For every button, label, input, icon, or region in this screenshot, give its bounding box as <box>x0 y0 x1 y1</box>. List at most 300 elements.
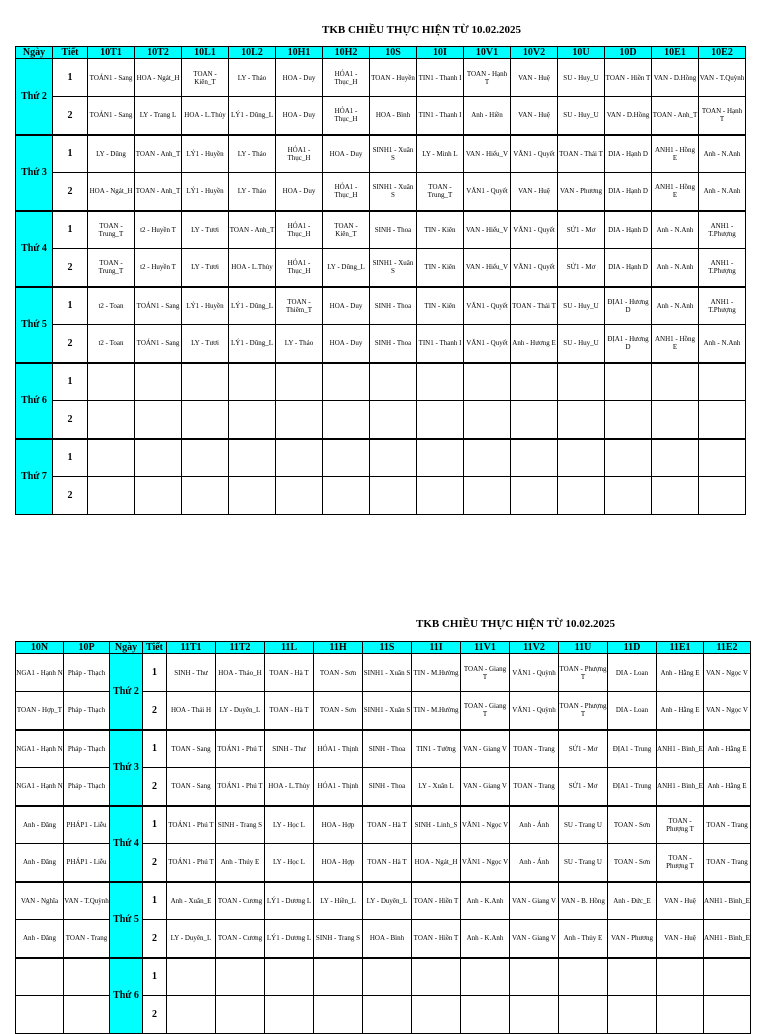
lesson-cell: ANH1 - Bình_E <box>704 882 751 920</box>
lesson-cell: TOAN - Sơn <box>314 654 363 692</box>
lesson-cell <box>511 477 558 515</box>
lesson-cell: VAN - Ngọc V <box>704 654 751 692</box>
lesson-cell: VĂN1 - Quỳnh <box>510 692 559 730</box>
lesson-cell: SINH - Thoa <box>363 768 412 806</box>
lesson-cell <box>558 401 605 439</box>
lesson-cell <box>699 363 746 401</box>
column-header: 11E2 <box>704 642 751 654</box>
lesson-cell: LY - Học L <box>265 844 314 882</box>
lesson-cell: LÝ1 - Dũng_L <box>229 325 276 363</box>
lesson-cell: SỬ1 - Mơ <box>559 730 608 768</box>
lesson-cell: ANH1 - Hồng E <box>652 173 699 211</box>
lesson-cell: LY - Duyên_L <box>216 692 265 730</box>
lesson-cell: SINH1 - Xuân S <box>370 135 417 173</box>
lesson-cell: TOAN - Giang T <box>461 654 510 692</box>
lesson-cell: TOÁN1 - Sang <box>88 59 135 97</box>
lesson-cell: VĂN1 - Quyết <box>511 211 558 249</box>
lesson-cell: LY - Thảo <box>276 325 323 363</box>
lesson-cell: LÝ1 - Dũng_L <box>229 97 276 135</box>
lesson-cell <box>182 477 229 515</box>
lesson-cell: ANH1 - T.Phượng <box>699 249 746 287</box>
lesson-cell: SINH - Thoa <box>370 325 417 363</box>
lesson-cell <box>652 363 699 401</box>
lesson-cell: HOA - Ngát_H <box>412 844 461 882</box>
lesson-cell <box>323 477 370 515</box>
lesson-cell: DIA - Hạnh D <box>605 211 652 249</box>
lesson-cell: VĂN1 - Quyết <box>464 287 511 325</box>
lesson-cell: TOAN - Hạnh T <box>699 97 746 135</box>
lesson-cell: SINH - Trang S <box>216 806 265 844</box>
lesson-cell: PHÁP1 - Liễu <box>64 844 110 882</box>
lesson-cell <box>461 958 510 996</box>
lesson-cell: Anh - N.Anh <box>652 287 699 325</box>
column-header: 11T2 <box>216 642 265 654</box>
lesson-cell <box>64 996 110 1034</box>
lesson-cell: LY - Dũng_L <box>323 249 370 287</box>
lesson-cell: SINH - Thư <box>265 730 314 768</box>
lesson-cell: VAN - D.Hồng <box>605 97 652 135</box>
lesson-cell <box>699 477 746 515</box>
lesson-cell: ĐỊA1 - Hương D <box>605 325 652 363</box>
column-header: 10T1 <box>88 47 135 59</box>
lesson-cell: VAN - Giang V <box>461 730 510 768</box>
lesson-cell: Anh - N.Anh <box>699 325 746 363</box>
column-header: 10H1 <box>276 47 323 59</box>
lesson-cell <box>417 477 464 515</box>
lesson-cell <box>608 996 657 1034</box>
lesson-cell: SU - Huy_U <box>558 325 605 363</box>
lesson-cell: TOÁN1 - Phú T <box>216 768 265 806</box>
lesson-cell: HOA - Duy <box>323 325 370 363</box>
lesson-cell: HOA - Thái H <box>167 692 216 730</box>
lesson-cell: TOAN - Sơn <box>608 844 657 882</box>
column-header: Tiết <box>143 642 167 654</box>
lesson-cell: ANH1 - T.Phượng <box>699 287 746 325</box>
column-header: 10I <box>417 47 464 59</box>
schedule-table-1 <box>15 46 746 515</box>
lesson-cell <box>216 996 265 1034</box>
lesson-cell: TIN1 - Tường <box>412 730 461 768</box>
lesson-cell: LY - Duyên_L <box>167 920 216 958</box>
lesson-cell: TOAN - Sang <box>167 768 216 806</box>
header-row <box>16 642 751 654</box>
day-label: Thứ 3 <box>16 135 53 211</box>
lesson-cell: TIN - M.Hường <box>412 654 461 692</box>
lesson-cell <box>276 439 323 477</box>
lesson-cell <box>605 439 652 477</box>
lesson-cell: HOA - Ngát_H <box>135 59 182 97</box>
lesson-cell: Pháp - Thạch <box>64 654 110 692</box>
lesson-cell: TOAN - Trang <box>704 806 751 844</box>
lesson-cell: Anh - Đăng <box>16 920 64 958</box>
lesson-cell: Anh - K.Anh <box>461 920 510 958</box>
lesson-cell <box>314 958 363 996</box>
lesson-cell <box>314 996 363 1034</box>
lesson-cell: SINH - Thoa <box>370 211 417 249</box>
period-number: 1 <box>53 287 88 325</box>
lesson-cell <box>652 477 699 515</box>
lesson-cell: DIA - Loan <box>608 692 657 730</box>
lesson-cell: HÓA1 - Thục_H <box>323 173 370 211</box>
schedule-title-2: TKB CHIỀU THỰC HIỆN TỪ 10.02.2025 <box>416 618 615 630</box>
lesson-cell: TOAN - Trang <box>510 768 559 806</box>
lesson-cell <box>511 439 558 477</box>
header-row <box>16 47 746 59</box>
lesson-cell <box>608 958 657 996</box>
lesson-cell: TOAN - Phượng T <box>559 654 608 692</box>
lesson-cell <box>417 401 464 439</box>
lesson-cell: Anh - Thủy E <box>559 920 608 958</box>
lesson-cell: t2 - Huyền T <box>135 249 182 287</box>
column-header: 10V1 <box>464 47 511 59</box>
lesson-cell <box>167 996 216 1034</box>
lesson-cell: t2 - Toan <box>88 325 135 363</box>
lesson-cell: HÓA1 - Thục_H <box>323 59 370 97</box>
lesson-cell <box>135 477 182 515</box>
lesson-cell <box>135 401 182 439</box>
lesson-cell: SỬ1 - Mơ <box>559 768 608 806</box>
lesson-cell: TOAN - Trang <box>510 730 559 768</box>
lesson-cell: VAN - Huệ <box>511 173 558 211</box>
lesson-cell: TOAN - Hà T <box>265 692 314 730</box>
lesson-cell: Pháp - Thạch <box>64 768 110 806</box>
lesson-cell: Anh - Hằng E <box>657 654 704 692</box>
lesson-cell: TOAN - Hiền T <box>605 59 652 97</box>
table-row <box>16 654 751 692</box>
column-header: 10E1 <box>652 47 699 59</box>
lesson-cell: TOÁN1 - Phú T <box>167 844 216 882</box>
column-header: 10H2 <box>323 47 370 59</box>
lesson-cell <box>276 363 323 401</box>
lesson-cell <box>135 439 182 477</box>
lesson-cell <box>559 958 608 996</box>
lesson-cell <box>510 958 559 996</box>
lesson-cell: HOA - Duy <box>276 97 323 135</box>
lesson-cell <box>511 363 558 401</box>
lesson-cell: LÝ1 - Huyền <box>182 135 229 173</box>
lesson-cell: ANH1 - Bình_E <box>657 768 704 806</box>
lesson-cell: Anh - Hương E <box>511 325 558 363</box>
lesson-cell: TOAN - Phượng T <box>559 692 608 730</box>
lesson-cell <box>652 439 699 477</box>
lesson-cell: HÓA1 - Thịnh <box>314 768 363 806</box>
lesson-cell <box>182 363 229 401</box>
lesson-cell: HOA - L.Thủy <box>265 768 314 806</box>
lesson-cell: LY - Tươi <box>182 325 229 363</box>
lesson-cell: ANH1 - Bình_E <box>657 730 704 768</box>
table-row <box>16 477 746 515</box>
lesson-cell <box>16 996 64 1034</box>
lesson-cell: TOAN - Anh_T <box>135 135 182 173</box>
lesson-cell <box>135 363 182 401</box>
lesson-cell: Pháp - Thạch <box>64 730 110 768</box>
period-number: 2 <box>53 249 88 287</box>
lesson-cell <box>229 363 276 401</box>
lesson-cell: Anh - N.Anh <box>652 211 699 249</box>
day-label: Thứ 6 <box>110 958 143 1034</box>
lesson-cell: Anh - N.Anh <box>699 135 746 173</box>
lesson-cell <box>464 363 511 401</box>
lesson-cell: HOA - Hợp <box>314 806 363 844</box>
lesson-cell: Anh - Hằng E <box>704 768 751 806</box>
table-row <box>16 211 746 249</box>
lesson-cell: Anh - K.Anh <box>461 882 510 920</box>
lesson-cell <box>229 439 276 477</box>
lesson-cell: HOA - Bình <box>370 97 417 135</box>
column-header: 11V1 <box>461 642 510 654</box>
column-header: 11D <box>608 642 657 654</box>
lesson-cell: TIN1 - Thanh I <box>417 97 464 135</box>
lesson-cell <box>417 363 464 401</box>
lesson-cell: SINH1 - Xuân S <box>363 692 412 730</box>
lesson-cell: HOA - Duy <box>323 287 370 325</box>
lesson-cell: VĂN1 - Ngọc V <box>461 806 510 844</box>
lesson-cell <box>605 363 652 401</box>
lesson-cell: VĂN1 - Quyết <box>464 173 511 211</box>
column-header: 10D <box>605 47 652 59</box>
column-header: 10N <box>16 642 64 654</box>
lesson-cell <box>64 958 110 996</box>
period-number: 1 <box>143 806 167 844</box>
lesson-cell <box>699 401 746 439</box>
day-label: Thứ 5 <box>16 287 53 363</box>
lesson-cell: TOAN - Hà T <box>363 806 412 844</box>
lesson-cell: TOAN - Trung_T <box>417 173 464 211</box>
lesson-cell <box>412 996 461 1034</box>
lesson-cell: SINH1 - Xuân S <box>370 173 417 211</box>
lesson-cell <box>182 401 229 439</box>
day-label: Thứ 3 <box>110 730 143 806</box>
table-row <box>16 882 751 920</box>
period-number: 2 <box>143 920 167 958</box>
lesson-cell: VAN - Huệ <box>511 59 558 97</box>
lesson-cell: SINH - Trang S <box>314 920 363 958</box>
lesson-cell: HOA - Duy <box>323 135 370 173</box>
lesson-cell: SINH - Thoa <box>363 730 412 768</box>
lesson-cell: HÓA1 - Thục_H <box>323 97 370 135</box>
lesson-cell: Anh - Hằng E <box>657 692 704 730</box>
lesson-cell: LY - Duyên_L <box>363 882 412 920</box>
lesson-cell: SU - Trang U <box>559 806 608 844</box>
lesson-cell: TOAN - Huyền <box>370 59 417 97</box>
lesson-cell: TOÁN1 - Sang <box>88 97 135 135</box>
lesson-cell <box>16 958 64 996</box>
period-number: 2 <box>53 477 88 515</box>
lesson-cell: SỬ1 - Mơ <box>558 249 605 287</box>
lesson-cell: TOAN - Thái T <box>558 135 605 173</box>
lesson-cell: VAN - D.Hồng <box>652 59 699 97</box>
lesson-cell: HOA - Bình <box>363 920 412 958</box>
lesson-cell <box>511 401 558 439</box>
lesson-cell: TOAN - Anh_T <box>135 173 182 211</box>
lesson-cell: ĐỊA1 - Trung <box>608 768 657 806</box>
lesson-cell: ĐỊA1 - Trung <box>608 730 657 768</box>
lesson-cell: VAN - Giang V <box>461 768 510 806</box>
lesson-cell: SINH1 - Xuân S <box>363 654 412 692</box>
table-row <box>16 325 746 363</box>
lesson-cell <box>88 439 135 477</box>
lesson-cell: VAN - Hiếu_V <box>464 135 511 173</box>
lesson-cell: ANH1 - Hồng E <box>652 135 699 173</box>
lesson-cell: VAN - Phương <box>558 173 605 211</box>
column-header: 11T1 <box>167 642 216 654</box>
period-number: 1 <box>53 439 88 477</box>
period-number: 2 <box>143 692 167 730</box>
lesson-cell: Pháp - Thạch <box>64 692 110 730</box>
lesson-cell <box>370 477 417 515</box>
period-number: 2 <box>143 768 167 806</box>
lesson-cell: TIN1 - Thanh I <box>417 59 464 97</box>
lesson-cell: TOÁN1 - Phú T <box>167 806 216 844</box>
lesson-cell: SINH1 - Xuân S <box>370 249 417 287</box>
lesson-cell <box>412 958 461 996</box>
lesson-cell: DIA - Loan <box>608 654 657 692</box>
column-header: 11U <box>559 642 608 654</box>
lesson-cell: Anh - Hằng E <box>704 730 751 768</box>
lesson-cell <box>605 401 652 439</box>
lesson-cell: LY - Thảo <box>229 135 276 173</box>
lesson-cell: LY - Hiền_L <box>314 882 363 920</box>
day-label: Thứ 2 <box>110 654 143 730</box>
table-row <box>16 439 746 477</box>
column-header: 10P <box>64 642 110 654</box>
lesson-cell <box>558 477 605 515</box>
table-row <box>16 730 751 768</box>
period-number: 2 <box>53 401 88 439</box>
lesson-cell: SU - Huy_U <box>558 97 605 135</box>
lesson-cell: Anh - Xuân_E <box>167 882 216 920</box>
lesson-cell: VĂN1 - Quyết <box>511 135 558 173</box>
column-header: 10S <box>370 47 417 59</box>
lesson-cell <box>265 996 314 1034</box>
period-number: 1 <box>53 59 88 97</box>
lesson-cell: TOAN - Cương <box>216 920 265 958</box>
lesson-cell: Anh - Ánh <box>510 844 559 882</box>
lesson-cell <box>464 477 511 515</box>
column-header: 10L1 <box>182 47 229 59</box>
lesson-cell: t2 - Huyền T <box>135 211 182 249</box>
lesson-cell: VĂN1 - Ngọc V <box>461 844 510 882</box>
lesson-cell: DIA - Hạnh D <box>605 135 652 173</box>
table-row <box>16 401 746 439</box>
lesson-cell: TOÁN1 - Sang <box>135 287 182 325</box>
lesson-cell: VAN - Phương <box>608 920 657 958</box>
lesson-cell <box>229 401 276 439</box>
lesson-cell: LÝ1 - Huyền <box>182 173 229 211</box>
lesson-cell: VAN - B. Hồng <box>559 882 608 920</box>
lesson-cell: TOAN - Anh_T <box>652 97 699 135</box>
period-number: 1 <box>53 363 88 401</box>
lesson-cell: ĐỊA1 - Hương D <box>605 287 652 325</box>
lesson-cell <box>704 958 751 996</box>
lesson-cell: HOA - Hợp <box>314 844 363 882</box>
period-number: 2 <box>143 996 167 1034</box>
lesson-cell: Anh - N.Anh <box>699 173 746 211</box>
period-number: 2 <box>53 325 88 363</box>
period-number: 1 <box>143 730 167 768</box>
column-header: 10E2 <box>699 47 746 59</box>
lesson-cell: TIN - Kiên <box>417 287 464 325</box>
lesson-cell <box>182 439 229 477</box>
lesson-cell: HÓA1 - Thục_H <box>276 249 323 287</box>
lesson-cell: SU - Huy_U <box>558 287 605 325</box>
lesson-cell: VAN - Huệ <box>657 882 704 920</box>
lesson-cell: LÝ1 - Huyền <box>182 287 229 325</box>
lesson-cell: TOAN - Sơn <box>314 692 363 730</box>
lesson-cell: TOAN - Sơn <box>608 806 657 844</box>
lesson-cell <box>276 477 323 515</box>
column-header: 11L <box>265 642 314 654</box>
day-label: Thứ 4 <box>110 806 143 882</box>
lesson-cell <box>510 996 559 1034</box>
lesson-cell <box>323 401 370 439</box>
lesson-cell: HÓA1 - Thịnh <box>314 730 363 768</box>
lesson-cell: TOAN - Thái T <box>511 287 558 325</box>
lesson-cell: TOAN - Hà T <box>363 844 412 882</box>
lesson-cell: TOAN - Anh_T <box>229 211 276 249</box>
lesson-cell <box>167 958 216 996</box>
lesson-cell: TOAN - Cương <box>216 882 265 920</box>
lesson-cell: LY - Trang L <box>135 97 182 135</box>
period-number: 1 <box>53 135 88 173</box>
lesson-cell: Anh - Đức_E <box>608 882 657 920</box>
lesson-cell: VAN - Hiếu_V <box>464 249 511 287</box>
column-header: 11V2 <box>510 642 559 654</box>
lesson-cell: TOAN - Giang T <box>461 692 510 730</box>
lesson-cell <box>605 477 652 515</box>
lesson-cell: TOAN - Trung_T <box>88 249 135 287</box>
lesson-cell: TIN - Kiên <box>417 211 464 249</box>
lesson-cell: TOAN - Trang <box>64 920 110 958</box>
lesson-cell <box>323 439 370 477</box>
table-row <box>16 249 746 287</box>
day-label: Thứ 2 <box>16 59 53 135</box>
column-header: Tiết <box>53 47 88 59</box>
lesson-cell: NGA1 - Hạnh N <box>16 730 64 768</box>
lesson-cell <box>464 439 511 477</box>
column-header: 11I <box>412 642 461 654</box>
lesson-cell <box>370 401 417 439</box>
table-row <box>16 958 751 996</box>
period-number: 1 <box>143 958 167 996</box>
lesson-cell: TOAN - Trung_T <box>88 211 135 249</box>
lesson-cell: SU - Trang U <box>559 844 608 882</box>
lesson-cell: Anh - N.Anh <box>652 249 699 287</box>
lesson-cell <box>276 401 323 439</box>
lesson-cell: PHÁP1 - Liễu <box>64 806 110 844</box>
lesson-cell: VAN - Nghĩa <box>16 882 64 920</box>
lesson-cell <box>699 439 746 477</box>
table-row <box>16 97 746 135</box>
schedule-title-1: TKB CHIỀU THỰC HIỆN TỪ 10.02.2025 <box>322 24 521 36</box>
table-row <box>16 135 746 173</box>
column-header: 10L2 <box>229 47 276 59</box>
lesson-cell: TOAN - Kiên_T <box>323 211 370 249</box>
lesson-cell <box>88 363 135 401</box>
lesson-cell <box>558 439 605 477</box>
lesson-cell <box>216 958 265 996</box>
lesson-cell: TOAN - Hạnh T <box>464 59 511 97</box>
table-row <box>16 363 746 401</box>
lesson-cell: NGA1 - Hạnh N <box>16 768 64 806</box>
table-row <box>16 287 746 325</box>
lesson-cell <box>229 477 276 515</box>
period-number: 2 <box>53 173 88 211</box>
day-label: Thứ 4 <box>16 211 53 287</box>
period-number: 1 <box>143 654 167 692</box>
lesson-cell <box>88 477 135 515</box>
lesson-cell: VAN - Huệ <box>657 920 704 958</box>
